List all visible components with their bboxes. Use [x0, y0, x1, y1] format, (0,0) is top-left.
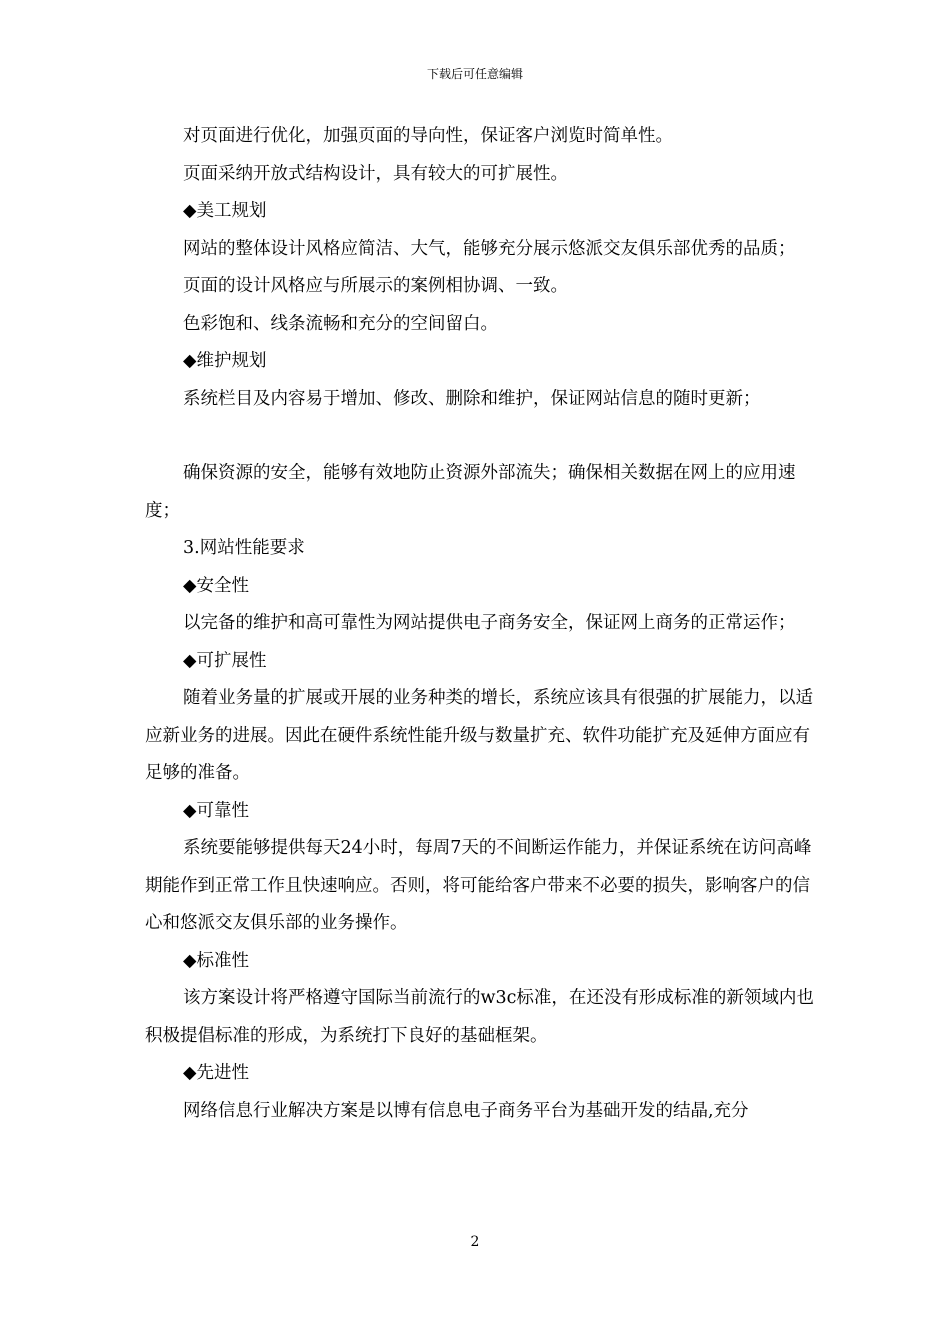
paragraph: 系统要能够提供每天24小时，每周7天的不间断运作能力，并保证系统在访问高峰期能作到正常工作且快速响应。否则，将可能给客户带来不必要的损失，影响客户的信心和悠派交友俱乐部的业务操作。 — [145, 838, 812, 933]
section-heading: ◆标准性 — [183, 950, 249, 971]
paragraph: 网站的整体设计风格应简洁、大气，能够充分展示悠派交友俱乐部优秀的品质； — [183, 238, 796, 259]
paragraph: 页面采纳开放式结构设计，具有较大的可扩展性。 — [183, 163, 568, 184]
section-heading: ◆美工规划 — [183, 201, 267, 221]
paragraph: 对页面进行优化，加强页面的导向性，保证客户浏览时简单性。 — [183, 126, 673, 146]
section-heading: ◆可靠性 — [183, 800, 249, 821]
paragraph: 随着业务量的扩展或开展的业务种类的增长，系统应该具有很强的扩展能力，以适应新业务的进展。因此在硬件系统性能升级与数量扩充、软件功能扩充及延伸方面应有足够的准备。 — [145, 688, 813, 783]
paragraph: 确保资源的安全，能够有效地防止资源外部流失；确保相关数据在网上的应用速度； — [145, 463, 796, 521]
paragraph: 该方案设计将严格遵守国际当前流行的w3c标准，在还没有形成标准的新领域内也积极提倡标准的形成，为系统打下良好的基础框架。 — [145, 988, 814, 1046]
section-heading: ◆安全性 — [183, 575, 249, 596]
page-header: 下载后可任意编辑 — [426, 67, 523, 81]
blank-line — [145, 418, 817, 455]
document-body — [145, 118, 817, 1130]
paragraph: 网络信息行业解决方案是以博有信息电子商务平台为基础开发的结晶,充分 — [183, 1100, 749, 1121]
paragraph: 页面的设计风格应与所展示的案例相协调、一致。 — [183, 276, 568, 296]
section-heading: 3.网站性能要求 — [183, 538, 305, 558]
page-number: 2 — [470, 1234, 480, 1250]
paragraph: 系统栏目及内容易于增加、修改、删除和维护，保证网站信息的随时更新； — [183, 388, 761, 409]
paragraph: 以完备的维护和高可靠性为网站提供电子商务安全，保证网上商务的正常运作； — [183, 613, 796, 633]
paragraph: 色彩饱和、线条流畅和充分的空间留白。 — [183, 313, 498, 334]
section-heading: ◆可扩展性 — [183, 650, 267, 671]
section-heading: ◆维护规划 — [183, 351, 267, 371]
section-heading: ◆先进性 — [183, 1063, 249, 1083]
